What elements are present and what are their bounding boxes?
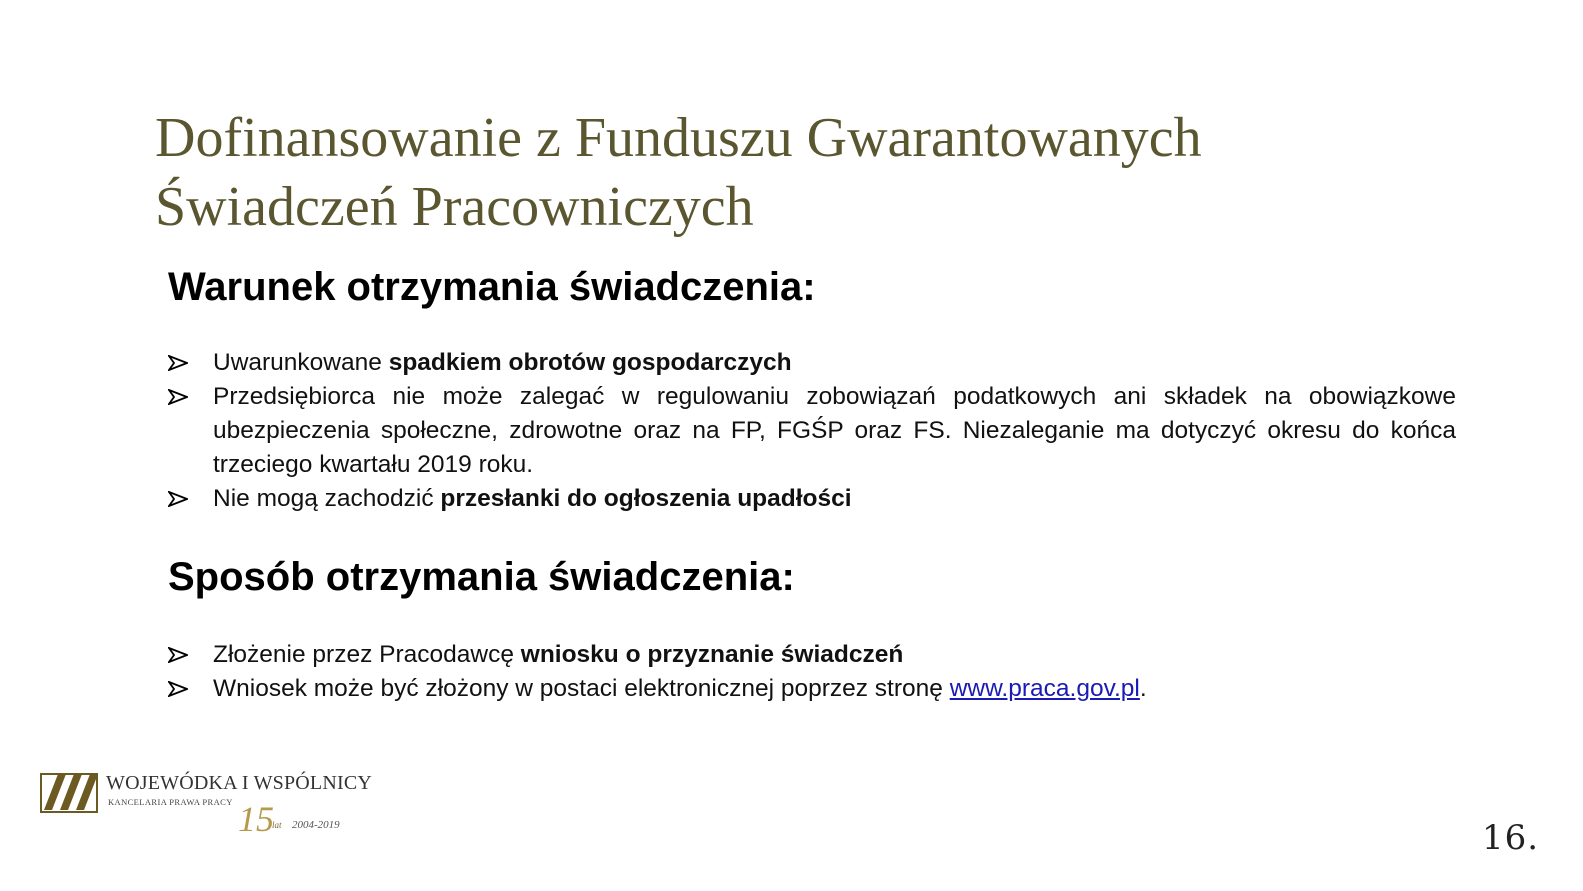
list-item-text: Uwarunkowane: [213, 349, 389, 376]
slide-title-line2: Świadczeń Pracowniczych: [155, 176, 754, 238]
list-item-period: .: [1139, 675, 1147, 702]
list-item-text: Złożenie przez Pracodawcę: [213, 641, 521, 668]
logo-subtitle: KANCELARIA PRAWA PRACY: [108, 797, 233, 807]
arrow-bullet-icon: [168, 482, 190, 516]
arrow-bullet-icon: [168, 638, 190, 672]
logo-mark-icon: [40, 770, 100, 814]
logo-years: 2004-2019: [292, 819, 340, 831]
method-list: [168, 638, 1456, 706]
logo-anniversary: 15: [238, 799, 274, 839]
arrow-bullet-icon: [168, 380, 190, 414]
section-heading-method: Sposób otrzymania świadczenia:: [168, 555, 795, 599]
logo-name: WOJEWÓDKA I WSPÓLNICY: [106, 772, 373, 794]
page-number: 16.: [1482, 818, 1540, 858]
list-item: [168, 380, 1456, 482]
firm-logo: [40, 764, 380, 842]
arrow-bullet-icon: [168, 672, 190, 706]
list-item-text: Nie mogą zachodzić: [213, 485, 441, 512]
list-item-text: Wniosek może być złożony w postaci elektronicznej poprzez stronę: [213, 675, 950, 702]
arrow-bullet-icon: [168, 346, 190, 380]
logo-lat: lat: [272, 820, 282, 830]
section-heading-conditions: Warunek otrzymania świadczenia:: [168, 265, 816, 309]
list-item: [168, 672, 1456, 706]
praca-gov-link[interactable]: www.praca.gov.pl: [949, 675, 1140, 702]
slide-title: [155, 104, 1405, 242]
slide-title-line1: Dofinansowanie z Funduszu Gwarantowanych: [155, 107, 1202, 169]
list-item-bold: wniosku o przyznanie świadczeń: [520, 641, 904, 668]
list-item: [168, 482, 1456, 516]
list-item-text: Przedsiębiorca nie może zalegać w regulowaniu zobowiązań podatkowych ani składek na obowiązkowe ubezpieczenia społeczne, zdrowotne oraz na FP, FGŚP oraz FS. Niezaleganie ma dotyczyć okresu do końca trzeciego kwartału 2019 roku.: [213, 383, 1456, 478]
list-item-bold: przesłanki do ogłoszenia upadłości: [440, 485, 852, 512]
list-item: [168, 346, 1456, 380]
list-item-bold: spadkiem obrotów gospodarczych: [388, 349, 792, 376]
list-item: [168, 638, 1456, 672]
conditions-list: [168, 346, 1456, 516]
